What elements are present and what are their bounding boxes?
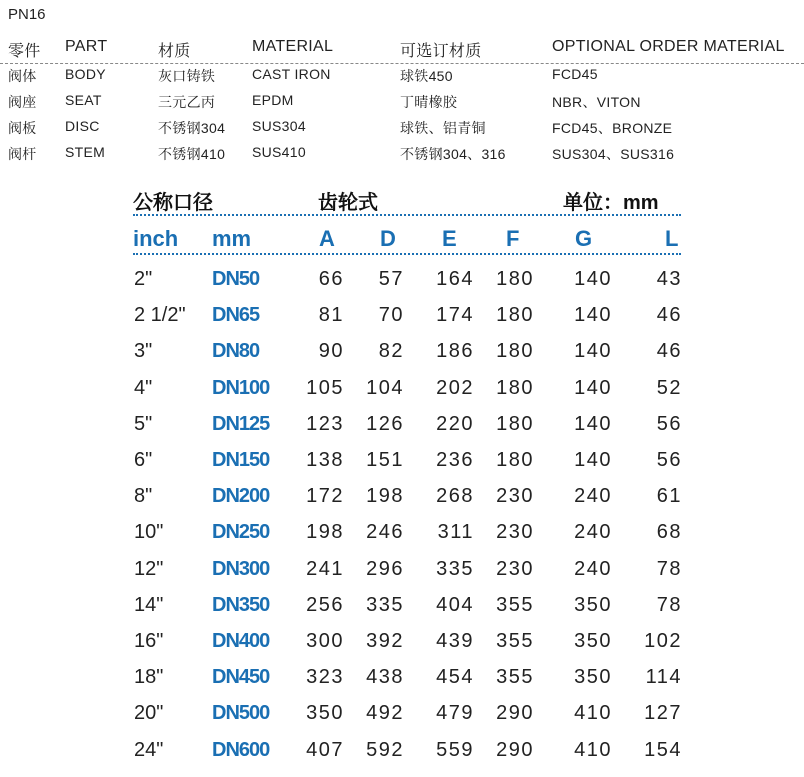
- dn-size: DN400: [212, 630, 270, 652]
- dim-d: 246: [366, 521, 404, 544]
- inch-size: 3": [134, 340, 153, 363]
- dn-size: DN200: [212, 485, 270, 508]
- part-en: SEAT: [65, 92, 102, 108]
- dn-size: DN450: [212, 666, 270, 689]
- dim-d: 592: [366, 738, 404, 761]
- dim-a: 323: [306, 666, 344, 689]
- dim-e: 559: [436, 738, 474, 761]
- col-header-e: E: [442, 226, 457, 251]
- dimension-row: [0, 558, 804, 594]
- dim-a: 300: [306, 630, 344, 652]
- dimension-row: [0, 630, 804, 666]
- dim-e: 479: [436, 702, 474, 725]
- dim-f: 230: [496, 521, 534, 544]
- dim-f: 180: [496, 412, 534, 435]
- col-header-l: L: [665, 226, 679, 251]
- dim-e: 335: [436, 557, 474, 580]
- dim-f: 230: [496, 557, 534, 580]
- dim-l: 61: [656, 485, 682, 508]
- title-divider: [133, 214, 681, 216]
- dim-e: 186: [436, 340, 474, 363]
- dim-g: 240: [574, 521, 612, 544]
- inch-size: 2 1/2": [134, 304, 186, 327]
- dimension-row: [0, 268, 804, 304]
- dim-a: 105: [306, 376, 344, 399]
- inch-size: 5": [134, 412, 153, 435]
- part-cn: 阀板: [8, 120, 37, 136]
- dn-size: DN150: [212, 449, 270, 471]
- dim-a: 123: [306, 412, 344, 435]
- gear-type-title: 齿轮式: [318, 192, 378, 214]
- dim-d: 104: [366, 376, 404, 399]
- dn-size: DN350: [212, 593, 270, 616]
- nominal-size-title: 公称口径: [133, 192, 213, 214]
- dim-e: 202: [436, 376, 474, 399]
- col-header-d: D: [380, 226, 396, 251]
- optional-cn: 不锈钢304、316: [400, 146, 506, 162]
- materials-row: [0, 118, 804, 144]
- dimension-row: [0, 413, 804, 449]
- header-optional-cn: 可选订材质: [400, 43, 482, 60]
- dim-e: 164: [436, 268, 474, 290]
- part-en: DISC: [65, 118, 100, 134]
- materials-row: [0, 144, 804, 170]
- dimension-row: [0, 666, 804, 702]
- dim-l: 46: [656, 304, 682, 327]
- dim-a: 241: [306, 557, 344, 580]
- header-material-en: MATERIAL: [252, 38, 334, 55]
- dim-f: 230: [496, 485, 534, 508]
- dim-e: 454: [436, 666, 474, 689]
- col-header-f: F: [506, 226, 520, 251]
- dim-l: 78: [656, 557, 682, 580]
- dim-d: 151: [366, 449, 404, 471]
- dim-f: 180: [496, 304, 534, 327]
- dim-e: 220: [436, 412, 474, 435]
- header-divider: [133, 253, 681, 255]
- dim-f: 290: [496, 738, 534, 761]
- dim-l: 127: [644, 702, 682, 725]
- dim-g: 140: [574, 304, 612, 327]
- inch-size: 6": [134, 449, 153, 471]
- material-en: SUS304: [252, 118, 306, 134]
- dim-l: 114: [645, 666, 682, 689]
- inch-size: 20": [134, 702, 164, 725]
- optional-cn: 球铁450: [400, 68, 453, 84]
- optional-en: NBR、VITON: [552, 94, 641, 110]
- dim-a: 407: [306, 738, 344, 761]
- dn-size: DN600: [212, 738, 270, 761]
- optional-en: FCD45、BRONZE: [552, 120, 673, 136]
- dn-size: DN65: [212, 304, 260, 327]
- dim-d: 57: [378, 268, 404, 290]
- material-cn: 不锈钢304: [158, 120, 226, 136]
- materials-row: [0, 92, 804, 118]
- dim-a: 66: [318, 268, 344, 290]
- dim-g: 140: [574, 412, 612, 435]
- material-cn: 三元乙丙: [158, 94, 216, 110]
- material-en: SUS410: [252, 144, 306, 160]
- dim-f: 180: [496, 340, 534, 363]
- inch-size: 18": [134, 666, 164, 689]
- dim-a: 172: [306, 485, 344, 508]
- dn-size: DN100: [212, 376, 270, 399]
- dn-size: DN125: [212, 412, 270, 435]
- inch-size: 8": [134, 485, 153, 508]
- dim-e: 236: [436, 449, 474, 471]
- dim-g: 140: [574, 376, 612, 399]
- dimension-row: [0, 521, 804, 557]
- dim-f: 355: [496, 666, 534, 689]
- dimension-row: [0, 304, 804, 340]
- dim-l: 43: [656, 268, 682, 290]
- dim-g: 350: [574, 630, 612, 652]
- dim-l: 102: [644, 630, 682, 652]
- optional-en: FCD45: [552, 66, 598, 82]
- materials-row: [0, 66, 804, 92]
- header-part-cn: 零件: [8, 43, 41, 60]
- dim-e: 439: [436, 630, 474, 652]
- dim-d: 198: [366, 485, 404, 508]
- dim-d: 492: [366, 702, 404, 725]
- dim-d: 126: [366, 412, 404, 435]
- dim-e: 311: [437, 521, 474, 544]
- dim-d: 70: [378, 304, 404, 327]
- dim-l: 78: [656, 593, 682, 616]
- part-en: STEM: [65, 144, 106, 160]
- dim-l: 154: [644, 738, 682, 761]
- part-cn: 阀体: [8, 68, 37, 84]
- inch-size: 2": [134, 268, 153, 290]
- dim-g: 350: [574, 666, 612, 689]
- dim-f: 355: [496, 593, 534, 616]
- inch-size: 14": [134, 593, 164, 616]
- material-cn: 不锈钢410: [158, 146, 226, 162]
- header-part-en: PART: [65, 38, 108, 55]
- dim-e: 404: [436, 593, 474, 616]
- material-en: EPDM: [252, 92, 294, 108]
- col-header-mm: mm: [212, 226, 252, 251]
- materials-header-row: [0, 40, 804, 66]
- dim-d: 335: [366, 593, 404, 616]
- dn-size: DN500: [212, 702, 270, 725]
- dimension-row: [0, 739, 804, 775]
- dim-l: 56: [656, 412, 682, 435]
- dn-size: DN300: [212, 557, 270, 580]
- dim-f: 180: [496, 268, 534, 290]
- dim-g: 140: [574, 268, 612, 290]
- materials-table: [0, 40, 804, 170]
- col-header-a: A: [319, 226, 335, 251]
- dim-e: 268: [436, 485, 474, 508]
- material-cn: 灰口铸铁: [158, 68, 216, 84]
- dimension-row: [0, 702, 804, 738]
- dim-d: 392: [366, 630, 404, 652]
- col-header-inch: inch: [133, 226, 179, 251]
- dimension-row: [0, 340, 804, 376]
- part-cn: 阀杆: [8, 146, 37, 162]
- material-en: CAST IRON: [252, 66, 331, 82]
- dim-g: 350: [574, 593, 612, 616]
- dim-a: 198: [306, 521, 344, 544]
- dn-size: DN80: [212, 340, 260, 363]
- dimension-row: [0, 594, 804, 630]
- dim-g: 140: [574, 340, 612, 363]
- dim-a: 138: [306, 449, 344, 471]
- inch-size: 24": [134, 738, 164, 761]
- dim-l: 68: [656, 521, 682, 544]
- optional-en: SUS304、SUS316: [552, 146, 675, 162]
- dim-l: 56: [656, 449, 682, 471]
- inch-size: 10": [134, 521, 164, 544]
- pressure-class-label: PN16: [8, 6, 46, 23]
- inch-size: 4": [134, 376, 153, 399]
- part-cn: 阀座: [8, 94, 37, 110]
- dim-g: 410: [574, 702, 612, 725]
- unit-label: 单位：mm: [563, 192, 659, 214]
- inch-size: 12": [134, 557, 164, 580]
- dim-g: 410: [574, 738, 612, 761]
- dim-d: 438: [366, 666, 404, 689]
- dim-a: 256: [306, 593, 344, 616]
- dim-g: 240: [574, 557, 612, 580]
- part-en: BODY: [65, 66, 106, 82]
- dim-f: 290: [496, 702, 534, 725]
- dim-f: 180: [496, 376, 534, 399]
- dim-l: 46: [656, 340, 682, 363]
- dimension-row: [0, 485, 804, 521]
- dim-l: 52: [656, 376, 682, 399]
- dim-d: 296: [366, 557, 404, 580]
- dim-e: 174: [436, 304, 474, 327]
- dimension-row: [0, 377, 804, 413]
- col-header-g: G: [575, 226, 593, 251]
- dimension-row: [0, 449, 804, 485]
- optional-cn: 球铁、铝青铜: [400, 120, 486, 136]
- dim-f: 180: [496, 449, 534, 471]
- dn-size: DN50: [212, 268, 260, 290]
- optional-cn: 丁晴橡胶: [400, 94, 458, 110]
- dim-g: 140: [574, 449, 612, 471]
- dim-f: 355: [496, 630, 534, 652]
- dn-size: DN250: [212, 521, 270, 544]
- dim-a: 350: [306, 702, 344, 725]
- header-optional-en: OPTIONAL ORDER MATERIAL: [552, 38, 785, 55]
- inch-size: 16": [134, 630, 164, 652]
- dim-g: 240: [574, 485, 612, 508]
- dim-a: 81: [318, 304, 344, 327]
- header-material-cn: 材质: [158, 43, 191, 60]
- dim-d: 82: [378, 340, 404, 363]
- dim-a: 90: [318, 340, 344, 363]
